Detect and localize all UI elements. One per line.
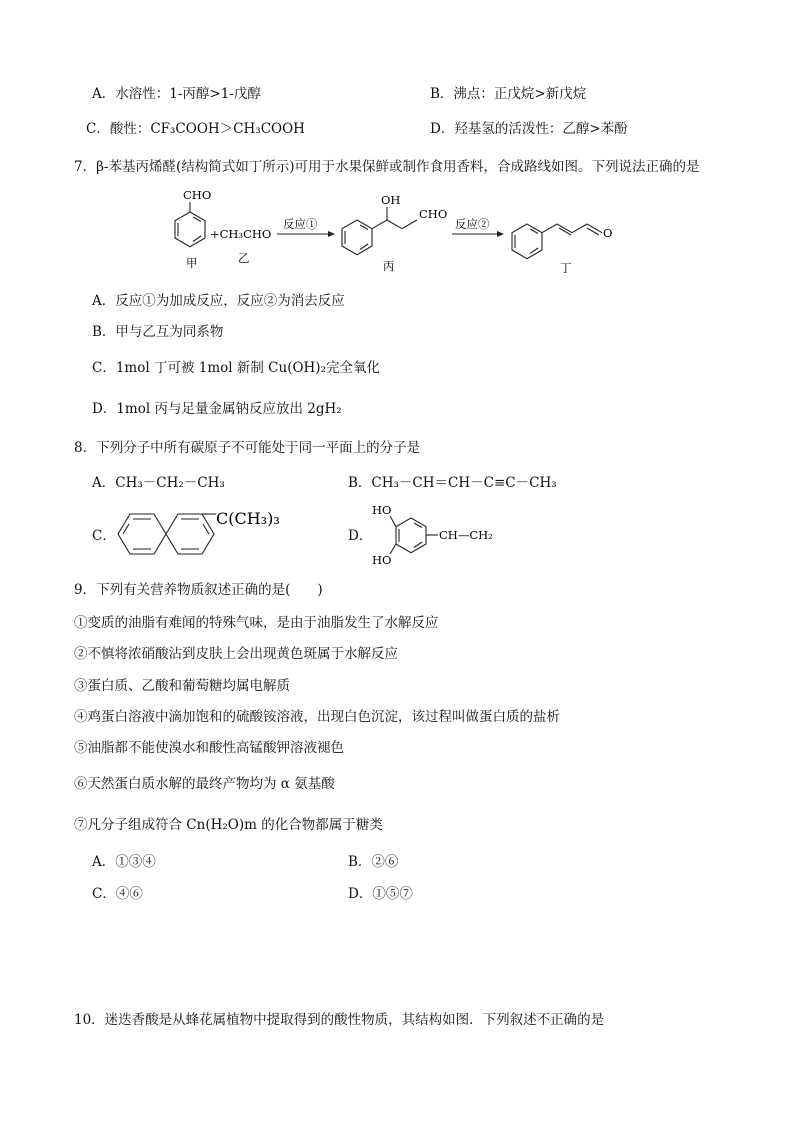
q9-statement-2: ②不慎将浓硝酸沾到皮肤上会出现黄色斑属于水解反应 (74, 646, 398, 662)
ho-top-text: HO (372, 503, 392, 517)
label-bing: 丙 (383, 259, 395, 273)
q9-option-a: A．①③④ (92, 854, 156, 870)
q9-statement-5: ⑤油脂都不能使溴水和酸性高锰酸钾溶液褪色 (74, 740, 344, 756)
q8-option-b: B．CH₃－CH＝CH－C≡C－CH₃ (348, 475, 557, 491)
q10-stem: 10．迷迭香酸是从蜂花属植物中提取得到的酸性物质，其结构如图．下列叙述不正确的是 (74, 1012, 605, 1028)
tert-butyl-text: C(CH₃)₃ (216, 509, 280, 528)
q8-option-c-label: C． (92, 528, 116, 544)
q9-option-c: C．④⑥ (92, 886, 143, 902)
q7-reaction-scheme (150, 182, 640, 278)
plus-ch3cho-text: +CH₃CHO (210, 227, 272, 241)
q7-option-a: A．反应①为加成反应，反应②为消去反应 (92, 293, 345, 309)
q8-stem: 8．下列分子中所有碳原子不可能处于同一平面上的分子是 (74, 440, 421, 456)
q9-statement-3: ③蛋白质、乙酸和葡萄糖均属电解质 (74, 678, 290, 694)
q7-option-b: B．甲与乙互为同系物 (92, 324, 224, 340)
q9-stem: 9．下列有关营养物质叙述正确的是( ) (74, 582, 323, 598)
ho-bottom-text: HO (372, 553, 392, 567)
q7-option-d: D．1mol 丙与足量金属钠反应放出 2gH₂ (92, 401, 342, 417)
bing-structure (342, 207, 417, 255)
oh-text-bing: OH (381, 193, 401, 207)
reaction1-label: 反应① (283, 217, 318, 231)
q9-statement-6: ⑥天然蛋白质水解的最终产物均为 α 氨基酸 (74, 776, 335, 792)
q9-option-b: B．②⑥ (348, 854, 399, 870)
reaction2-label: 反应② (455, 217, 490, 231)
q9-statement-1: ①变质的油脂有难闻的特殊气味，是由于油脂发生了水解反应 (74, 615, 439, 631)
q6-option-b: B．沸点：正戊烷>新戊烷 (430, 86, 587, 102)
reaction2-arrow-head (497, 231, 504, 237)
o-atom-text: O (603, 226, 613, 240)
q8-option-a: A．CH₃－CH₂－CH₃ (92, 475, 225, 491)
q6-option-c: C．酸性：CF₃COOH＞CH₃COOH (86, 121, 305, 137)
q9-statement-4: ④鸡蛋白溶液中滴加饱和的硫酸铵溶液，出现白色沉淀，该过程叫做蛋白质的盐析 (74, 709, 560, 725)
q7-stem: 7．β-苯基丙烯醛(结构简式如丁所示)可用于水果保鲜或制作食用香料，合成路线如图。下列说法正确的是 (74, 159, 700, 175)
label-ding: 丁 (560, 261, 572, 275)
label-jia: 甲 (186, 256, 198, 270)
q7-option-c: C．1mol 丁可被 1mol 新制 Cu(OH)₂完全氧化 (92, 360, 380, 376)
benzaldehyde-structure (175, 202, 205, 247)
cho-text-jia: CHO (183, 188, 212, 202)
reaction1-arrow-head (328, 231, 335, 237)
vinyl-chain-text: CH—CH₂ (439, 528, 493, 542)
q9-option-d: D．①⑤⑦ (348, 886, 413, 902)
q6-option-d: D．羟基氢的活泼性：乙醇>苯酚 (430, 121, 628, 137)
ding-structure (512, 224, 602, 259)
q8-option-d-label: D． (348, 528, 373, 544)
cho-text-bing: CHO (419, 207, 448, 221)
q9-statement-7: ⑦凡分子组成符合 Cn(H₂O)m 的化合物都属于糖类 (74, 817, 383, 833)
naphthalene-structure (110, 506, 290, 562)
resorcinol-vinyl-structure (366, 500, 516, 570)
q6-option-a: A．水溶性：1-丙醇>1-戊醇 (92, 86, 261, 102)
label-yi: 乙 (238, 251, 250, 265)
